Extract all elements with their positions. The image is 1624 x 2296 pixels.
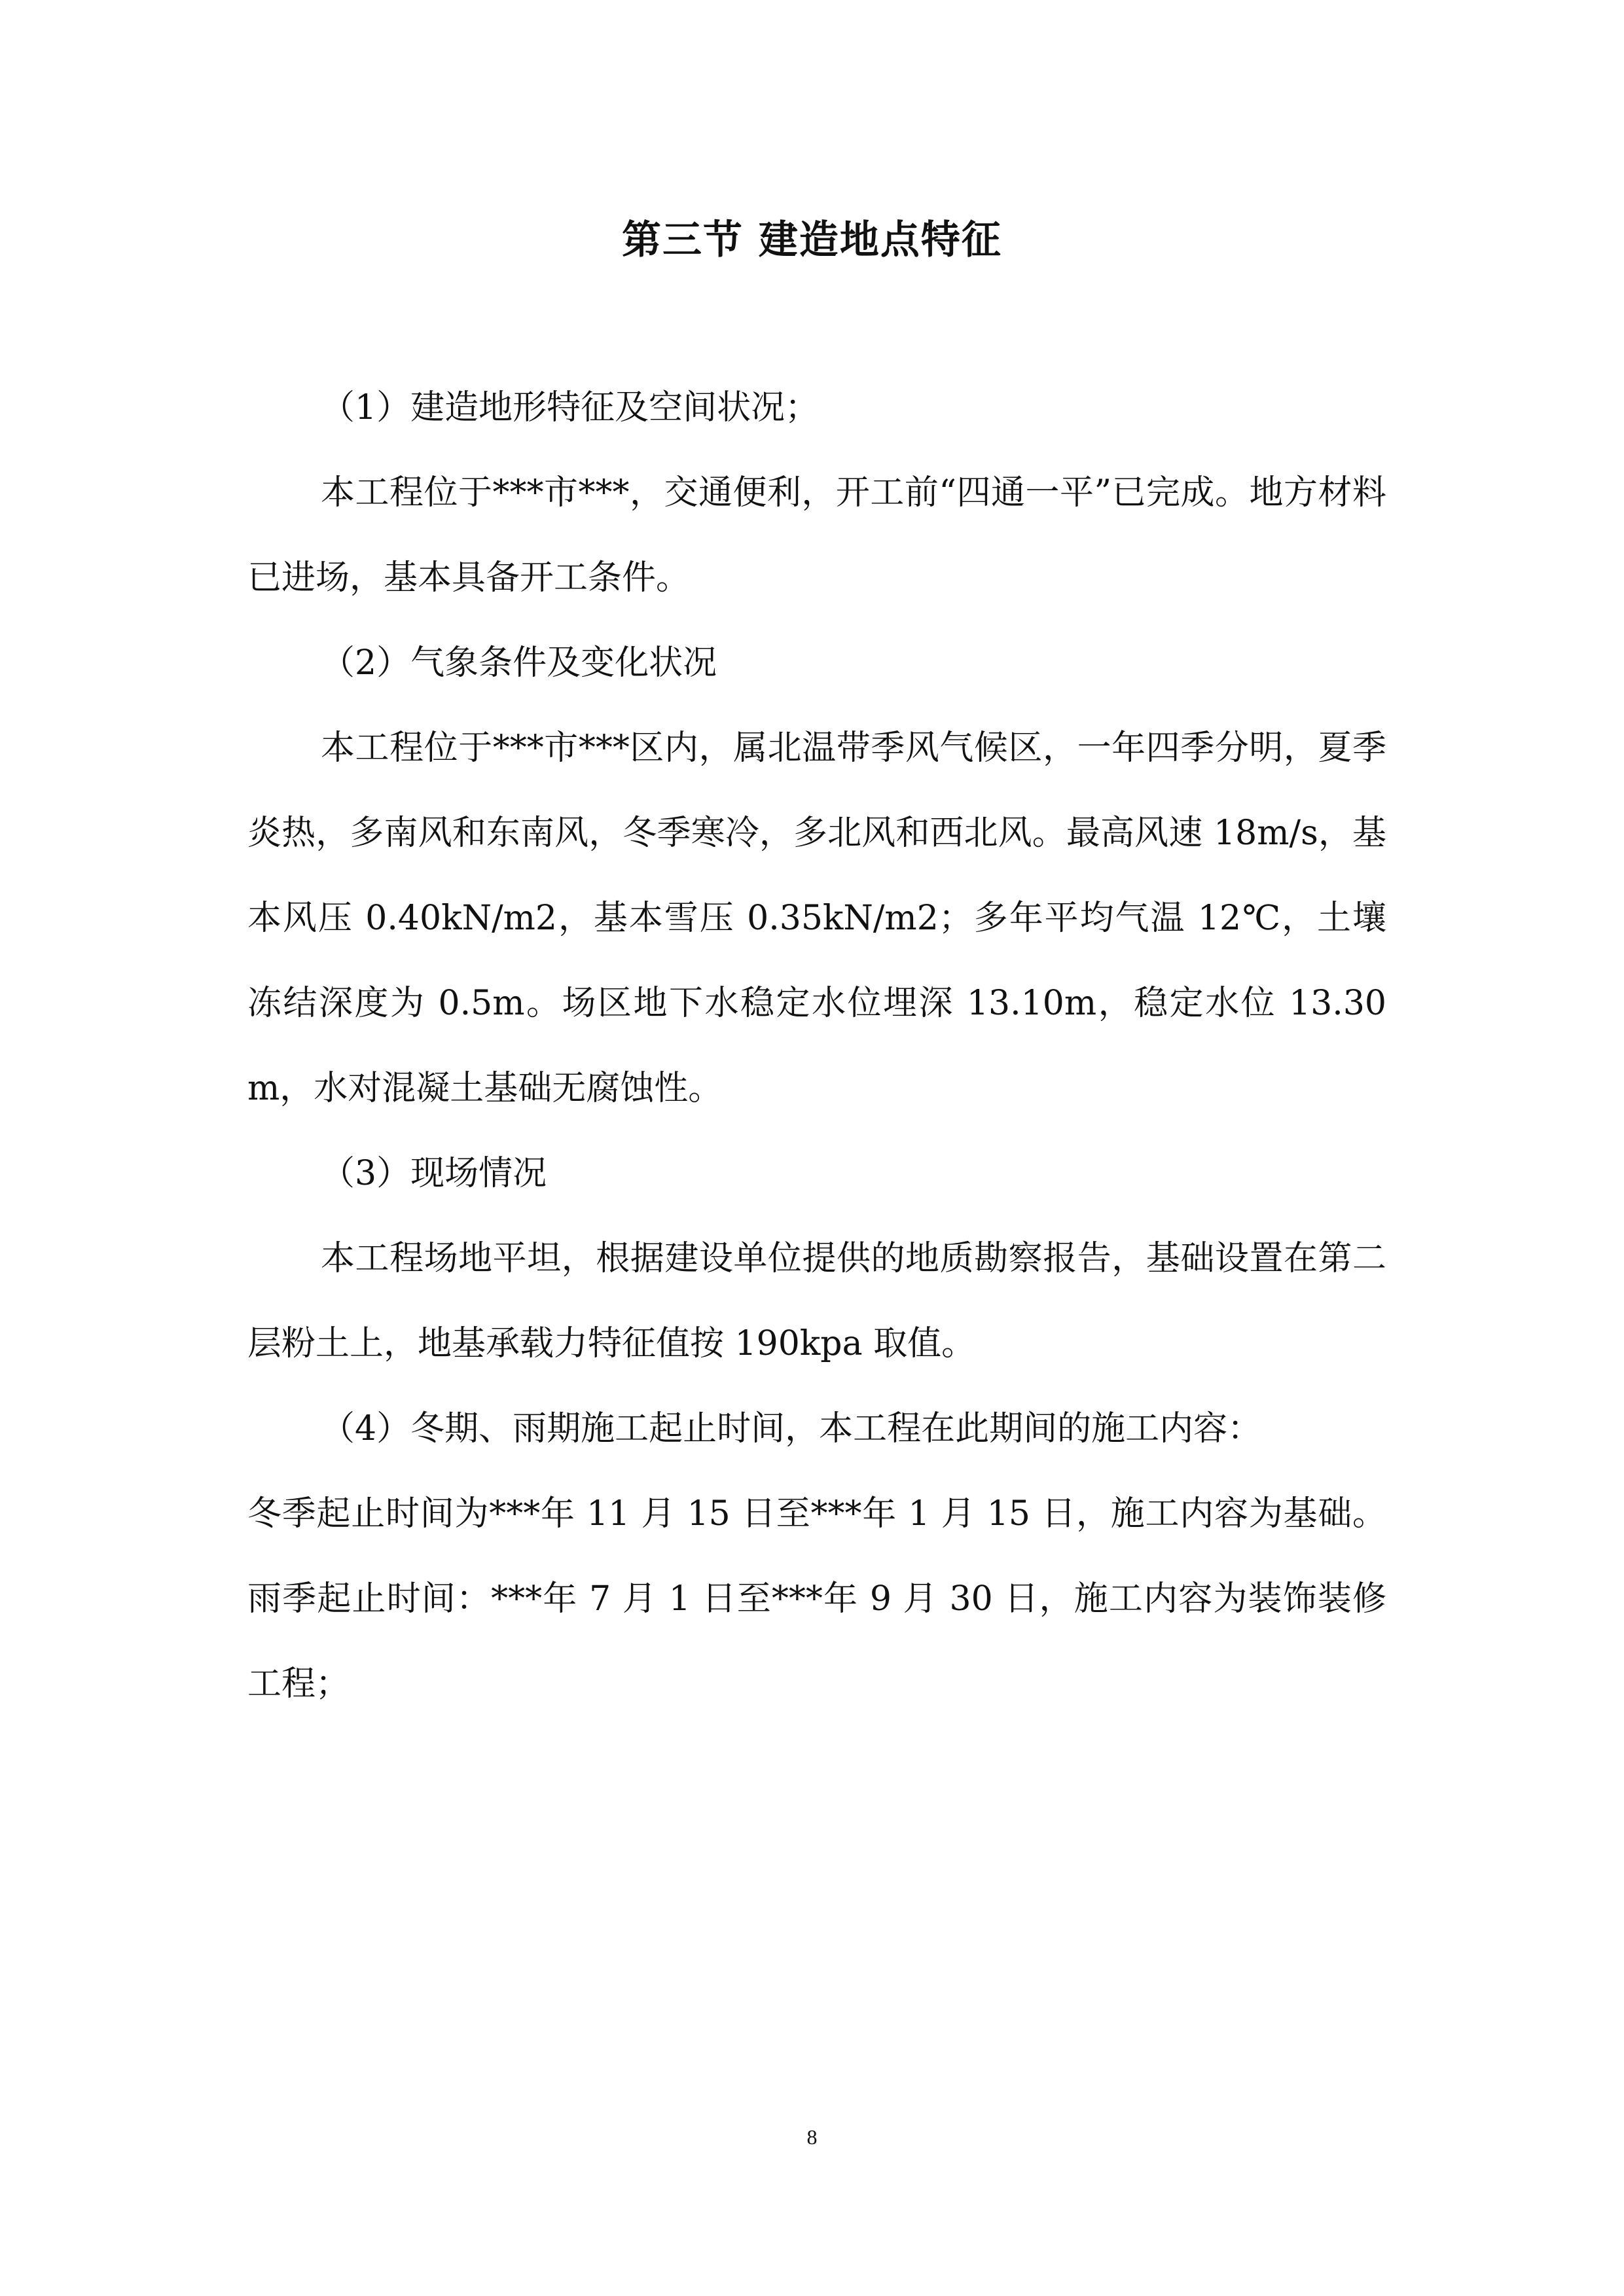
- section-1-heading: （1）建造地形特征及空间状况；: [321, 388, 820, 427]
- section-1-text: 本工程位于***市***，交通便利，开工前“四通一平”已完成。地方材料已进场，基本具备开工条件。: [247, 473, 1386, 598]
- section-3-text: 本工程场地平坦，根据建设单位提供的地质勘察报告，基础设置在第二层粉土上，地基承载力特征值按 190kpa 取值。: [247, 1239, 1386, 1363]
- section-2-heading: （2）气象条件及变化状况: [321, 643, 717, 683]
- section-3-heading: （3）现场情况: [321, 1154, 547, 1193]
- section-4-heading: （4）冬期、雨期施工起止时间，本工程在此期间的施工内容：: [321, 1409, 1262, 1448]
- section-2-text: 本工程位于***市***区内，属北温带季风气候区，一年四季分明，夏季炎热，多南风和东南风，冬季寒冷，多北风和西北风。最高风速 18m/s，基本风压 0.40kN/m2，基本雪压 0.35kN/m2；多年平均气温 12℃，土壤冻结深度为 0.5m。场区地下水稳定水位埋深 13.10m，稳定水位 13.30m，水对混凝土基础无腐蚀性。: [247, 728, 1386, 1108]
- section-4-text: 冬季起止时间为***年 11 月 15 日至***年 1 月 15 日，施工内容为基础。雨季起止时间：***年 7 月 1 日至***年 9 月 30 日，施工内容为装饰装修工程；: [247, 1494, 1386, 1704]
- page-number: 8: [806, 2125, 818, 2149]
- document-body: [247, 365, 1386, 1727]
- section-title: 第三节 建造地点特征: [622, 217, 1002, 263]
